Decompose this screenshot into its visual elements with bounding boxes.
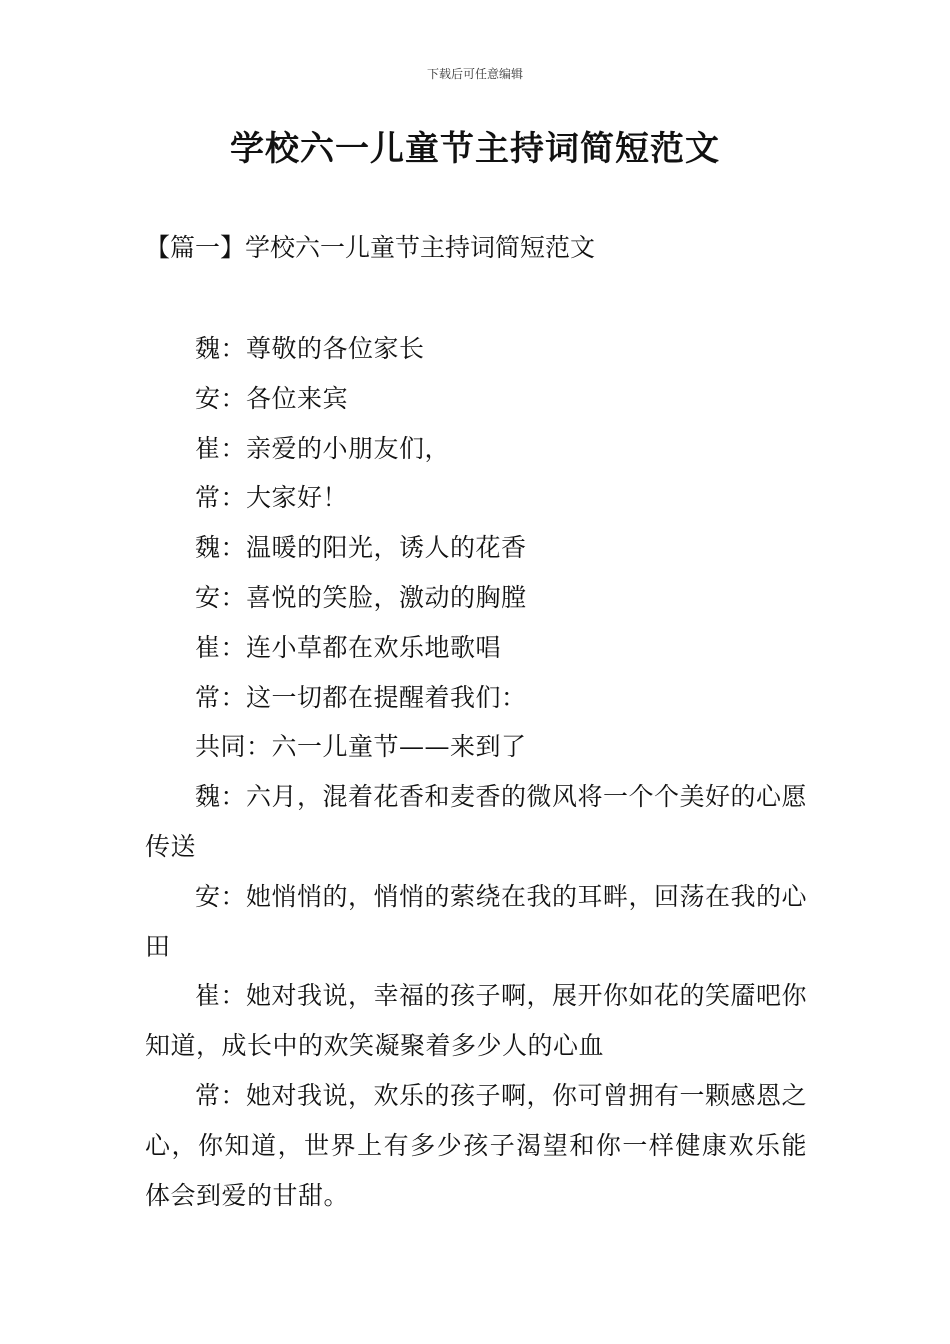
section-heading: 【篇一】学校六一儿童节主持词简短范文 [145, 233, 596, 262]
paragraph: 常：她对我说，欢乐的孩子啊，你可曾拥有一颗感恩之心，你知道，世界上有多少孩子渴望和你一样健康欢乐能体会到爱的甘甜。 [145, 1080, 808, 1210]
document-title: 学校六一儿童节主持词简短范文 [230, 129, 720, 169]
paragraph: 魏：尊敬的各位家长 [195, 334, 425, 363]
paragraph: 常：这一切都在提醒着我们： [195, 682, 527, 712]
paragraph: 崔：亲爱的小朋友们， [195, 433, 451, 463]
header-note: 下载后可任意编辑 [426, 67, 523, 81]
paragraph: 共同：六一儿童节——来到了 [195, 732, 527, 762]
paragraph: 安：喜悦的笑脸，激动的胸膛 [195, 582, 527, 612]
paragraph: 崔：她对我说，幸福的孩子啊，展开你如花的笑靥吧你知道，成长中的欢笑凝聚着多少人的心血 [145, 981, 808, 1061]
paragraph: 魏：六月，混着花香和麦香的微风将一个个美好的心愿传送 [145, 782, 808, 861]
paragraph: 崔：连小草都在欢乐地歌唱 [195, 632, 502, 662]
paragraph: 安：她悄悄的，悄悄的萦绕在我的耳畔，回荡在我的心田 [145, 881, 808, 961]
paragraph: 魏：温暖的阳光，诱人的花香 [195, 533, 527, 563]
paragraph: 常：大家好！ [195, 483, 349, 513]
document-body [145, 324, 807, 1220]
paragraph: 安：各位来宾 [195, 383, 349, 413]
